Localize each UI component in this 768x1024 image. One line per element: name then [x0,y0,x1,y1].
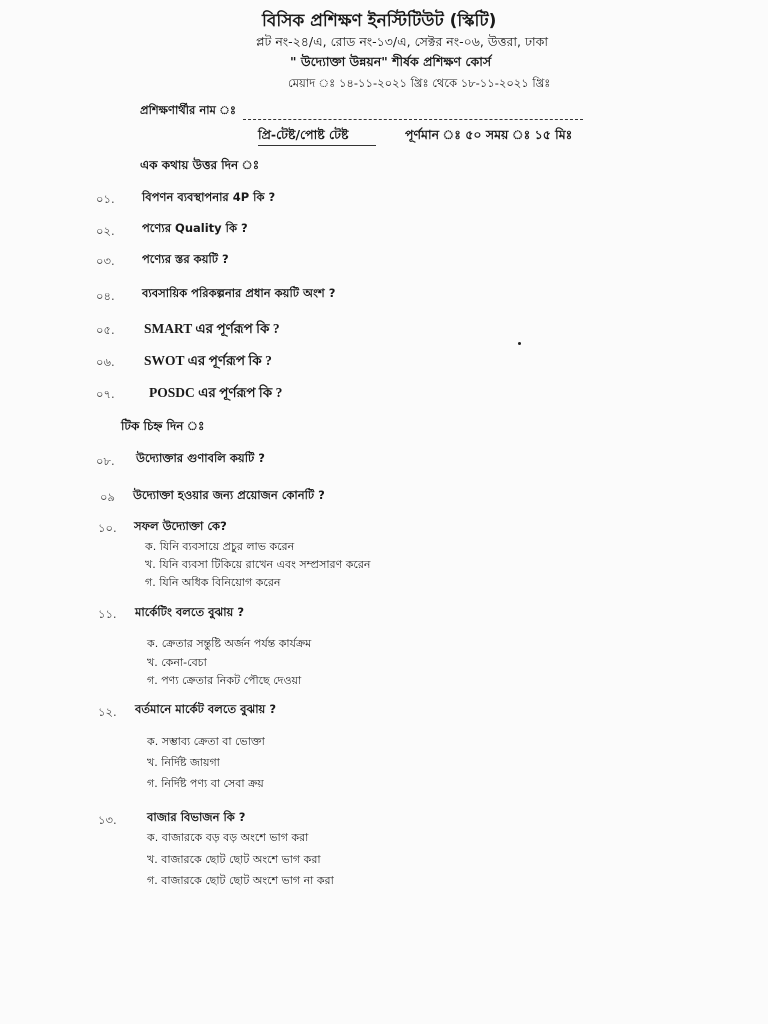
answer-option: গ. নির্দিষ্ট পণ্য বা সেবা ক্রয় [147,777,264,790]
answer-option: ক. বাজারকে বড় বড় অংশে ভাগ করা [147,831,309,844]
answer-option: খ. নির্দিষ্ট জায়গা [147,756,220,769]
question-number: ০৩. [96,254,115,268]
question-text: পণ্যের Quality কি ? [142,221,248,235]
question-number: ১২. [98,705,117,719]
question-text: বাজার বিভাজন কি ? [147,810,246,824]
institute-address: প্লট নং-২৪/এ, রোড নং-১৩/এ, সেক্টর নং-০৬, উত্তরা, ঢাকা [256,34,549,49]
answer-option: ক. ক্রেতার সন্তুষ্টি অর্জন পর্যন্ত কার্যক্রম [147,637,312,650]
section-one-word: এক কথায় উত্তর দিন ঃ [140,158,260,172]
answer-option: খ. যিনি ব্যবসা টিকিয়ে রাখেন এবং সম্প্রসারণ করেন [145,558,371,571]
question-text: SMART এর পূর্ণরূপ কি ? [144,321,280,336]
answer-option: খ. কেনা-বেচা [147,656,207,669]
question-number: ০৪. [96,289,115,303]
question-number: ০৬. [96,355,115,369]
question-number: ০১. [96,192,115,206]
question-number: ০২. [96,224,115,238]
question-number: ১৩. [98,813,117,827]
question-text: SWOT এর পূর্ণরূপ কি ? [144,353,272,368]
question-number: ০৭. [96,387,115,401]
answer-option: গ. যিনি অধিক বিনিয়োগ করেন [145,576,281,589]
answer-option: খ. বাজারকে ছোট ছোট অংশে ভাগ করা [147,853,321,866]
answer-option: গ. বাজারকে ছোট ছোট অংশে ভাগ না করা [147,874,334,887]
scan-speck [518,342,521,345]
answer-option: ক. যিনি ব্যবসায়ে প্রচুর লাভ করেন [145,540,295,553]
question-text: মার্কেটিং বলতে বুঝায় ? [135,605,245,619]
section-tick-mark: টিক চিহ্ন দিন ঃ [121,419,205,433]
question-number: ১০. [98,521,117,535]
question-text: উদ্যোক্তার গুণাবলি কয়টি ? [136,451,265,465]
question-text: সফল উদ্যোক্তা কে? [134,519,227,533]
question-text: বিপণন ব্যবস্থাপনার 4P কি ? [142,190,276,204]
question-number: ০৫. [96,323,115,337]
course-title: " উদ্যোক্তা উন্নয়ন" শীর্ষক প্রশিক্ষণ কোর্স [290,54,492,69]
institute-title: বিসিক প্রশিক্ষণ ইনস্টিটিউট (স্কিটি) [262,11,497,31]
question-text: উদ্যোক্তা হওয়ার জন্য প্রয়োজন কোনটি ? [133,488,325,502]
question-text: পণ্যের স্তর কয়টি ? [142,252,229,266]
question-text: বর্তমানে মার্কেট বলতে বুঝায় ? [135,702,277,716]
marks-and-time: পূর্ণমান ঃ ৫০ সময় ঃ ১৫ মিঃ [405,127,573,142]
trainee-name-label: প্রশিক্ষণার্থীর নাম ঃ [140,103,237,117]
question-number: ০৯ [100,490,115,504]
question-number: ১১. [98,607,117,621]
answer-option: গ. পণ্য ক্রেতার নিকট পৌছে দেওয়া [147,674,302,687]
question-number: ০৮. [96,454,115,468]
course-duration: মেয়াদ ঃ ১৪-১১-২০২১ খ্রিঃ থেকে ১৮-১১-২০২১ খ্রিঃ [288,76,551,90]
trainee-name-line [243,119,583,120]
question-text: ব্যবসায়িক পরিকল্পনার প্রধান কয়টি অংশ ? [142,286,336,300]
test-type-underline [258,145,376,146]
test-type: প্রি-টেষ্ট/পোষ্ট টেষ্ট [258,127,349,142]
question-text: POSDC এর পূর্ণরূপ কি ? [149,385,283,400]
answer-option: ক. সম্ভাব্য ক্রেতা বা ভোক্তা [147,735,265,748]
